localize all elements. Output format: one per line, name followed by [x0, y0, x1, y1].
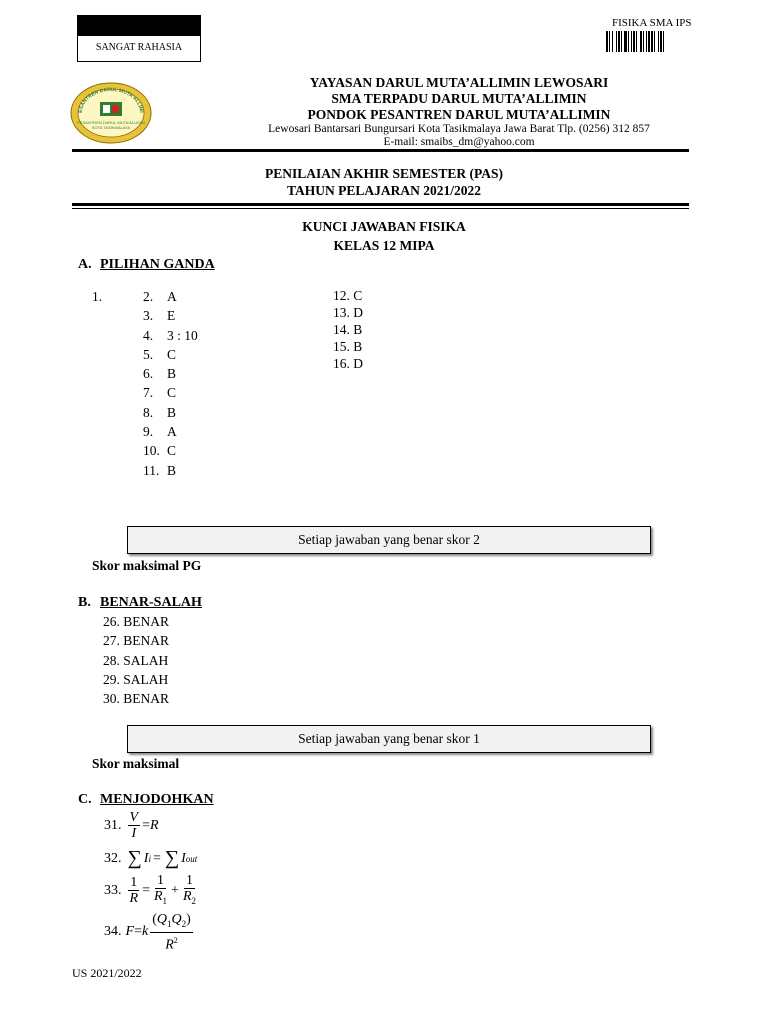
confidential-box [77, 15, 201, 62]
list-item: 3. E [143, 308, 176, 324]
score-note-a: Setiap jawaban yang benar skor 2 [127, 526, 651, 554]
list-item: 5. C [143, 346, 177, 362]
formula-31: 31. $\frac{V}{I}$ = R [104, 810, 159, 841]
list-item: 16. D [333, 356, 363, 371]
barcode [606, 31, 694, 52]
max-score-a: Skor maksimal PG [92, 558, 202, 573]
list-item: 8. B [143, 404, 177, 420]
list-item: 28. SALAH [103, 652, 169, 668]
section-a-letter: A. [78, 257, 92, 272]
section-c-letter: C. [78, 792, 92, 807]
key-title: KUNCI JAWABAN FISIKA [302, 219, 466, 234]
list-item: 6. B [143, 366, 177, 382]
answer-1-number: 1. [92, 289, 103, 304]
section-b-name: BENAR-SALAH [100, 595, 202, 610]
institution-line-2: SMA TERPADU DARUL MUTA’ALLIMIN [331, 91, 587, 106]
title-divider-thin [72, 208, 689, 209]
footer-label: US 2021/2022 [72, 966, 142, 980]
exam-title: PENILAIAN AKHIR SEMESTER (PAS) [265, 166, 503, 181]
address-line: Lewosari Bantarsari Bungursari Kota Tasikmalaya Jawa Barat Tlp. (0256) 312 857 [268, 123, 650, 135]
true-false-list [103, 612, 169, 708]
list-item: 27. BENAR [103, 633, 170, 649]
institution-line-3: PONDOK PESANTREN DARUL MUTA’ALLIMIN [307, 107, 611, 122]
list-item: 15. B [333, 339, 363, 354]
section-b-letter: B. [78, 595, 91, 610]
section-a-heading [78, 257, 215, 273]
section-b-heading [78, 595, 202, 611]
school-logo [70, 82, 152, 144]
logo-bottom-text-2: KOTA TASIKMALAYA [91, 125, 131, 130]
list-item: 9. A [143, 424, 177, 440]
list-item: 10. C [143, 443, 177, 459]
answer-list-column-1 [143, 287, 198, 480]
email-line: E-mail: smaibs_dm@yahoo.com [383, 136, 535, 148]
list-item: 2. A [143, 289, 177, 304]
logo-ring-text: ESANTREN DARUL MUTA'ALLIMI [77, 86, 145, 114]
header-divider [72, 149, 689, 152]
list-item: 30. BENAR [103, 691, 170, 707]
list-item: 12. C [333, 288, 363, 303]
section-c-heading [78, 792, 214, 808]
key-class: KELAS 12 MIPA [333, 238, 435, 253]
institution-line-1: YAYASAN DARUL MUTA’ALLIMIN LEWOSARI [309, 75, 609, 90]
score-note-b: Setiap jawaban yang benar skor 1 [127, 725, 651, 753]
exam-year: TAHUN PELAJARAN 2021/2022 [286, 183, 481, 198]
formula-34: 34. F = k $\frac{(Q_1Q_2)}{R^2}$ [104, 912, 191, 953]
title-divider-thick [72, 203, 689, 206]
formula-32: 32. ∑ I i = ∑ I out [104, 847, 198, 869]
section-a-name: PILIHAN GANDA [100, 257, 215, 272]
logo-bottom-text-1: PESANTREN DARUL MUTA'ALLIMIN [77, 120, 145, 125]
subject-code-label: FISIKA SMA IPS [612, 17, 692, 29]
answer-list-column-2 [333, 287, 363, 372]
section-c-name: MENJODOHKAN [100, 792, 214, 807]
list-item: 29. SALAH [103, 671, 169, 687]
max-score-b: Skor maksimal [92, 756, 180, 771]
list-item: 4. 3 : 10 [143, 327, 198, 343]
list-item: 13. D [333, 305, 363, 320]
confidential-bar [78, 16, 200, 36]
formula-33: 33. $\frac{1}{R}$ = $\frac{1}{R_1}$ + $\frac{1}{R_2}$ [104, 873, 196, 907]
list-item: 11. B [143, 462, 177, 478]
list-item: 14. B [333, 322, 363, 337]
list-item: 26. BENAR [103, 614, 170, 629]
confidential-label: SANGAT RAHASIA [95, 42, 183, 53]
list-item: 7. C [143, 385, 177, 401]
